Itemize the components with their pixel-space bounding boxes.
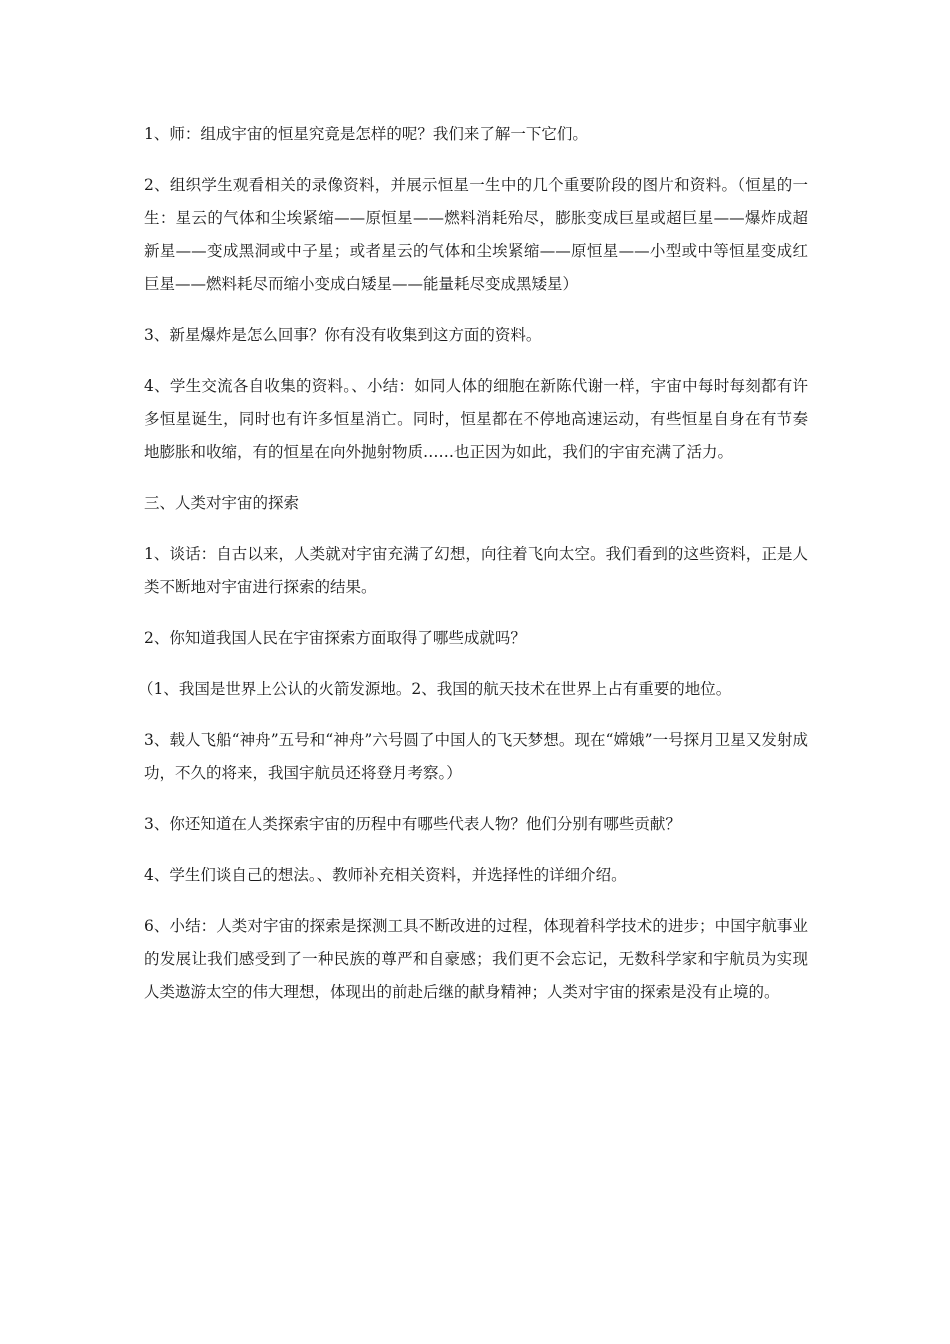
paragraph-rocket-origin: （1、我国是世界上公认的火箭发源地。2、我国的航天技术在世界上占有重要的地位。 — [138, 680, 732, 698]
paragraph-shenzhou: 3、载人飞船“神舟”五号和“神舟”六号圆了中国人的飞天梦想。现在“嫦娥”一号探月卫星又发射成功，不久的将来，我国宇航员还将登月考察。） — [144, 731, 808, 782]
paragraph-student-ideas: 4、学生们谈自己的想法。、教师补充相关资料，并选择性的详细介绍。 — [144, 866, 627, 884]
paragraph-talk: 1、谈话：自古以来，人类就对宇宙充满了幻想，向往着飞向太空。我们看到的这些资料，正是人类不断地对宇宙进行探索的结果。 — [144, 545, 808, 596]
paragraph-star-intro: 1、师：组成宇宙的恒星究竟是怎样的呢？我们来了解一下它们。 — [144, 125, 588, 143]
paragraph-star-lifecycle: 2、组织学生观看相关的录像资料，并展示恒星一生中的几个重要阶段的图片和资料。（恒星的一生：星云的气体和尘埃紧缩——原恒星——燃料消耗殆尽，膨胀变成巨星或超巨星——爆炸成超新星——变成黑洞或中子星；或者星云的气体和尘埃紧缩——原恒星——小型或中等恒星变成红巨星——燃料耗尽而缩小变成白矮星——能量耗尽变成黑矮星） — [144, 176, 808, 293]
paragraph-achievements-question: 2、你知道我国人民在宇宙探索方面取得了哪些成就吗？ — [144, 629, 526, 647]
paragraph-summary-stars: 4、学生交流各自收集的资料。、小结：如同人体的细胞在新陈代谢一样，宇宙中每时每刻都有许多恒星诞生，同时也有许多恒星消亡。同时，恒星都在不停地高速运动，有些恒星自身在有节奏地膨胀和收缩，有的恒星在向外抛射物质……也正因为如此，我们的宇宙充满了活力。 — [144, 377, 808, 461]
paragraph-final-summary: 6、小结：人类对宇宙的探索是探测工具不断改进的过程，体现着科学技术的进步；中国宇航事业的发展让我们感受到了一种民族的尊严和自豪感；我们更不会忘记，无数科学家和宇航员为实现人类遨游太空的伟大理想，体现出的前赴后继的献身精神；人类对宇宙的探索是没有止境的。 — [144, 917, 808, 1001]
paragraph-nova-question: 3、新星爆炸是怎么回事？你有没有收集到这方面的资料。 — [144, 326, 542, 344]
section-heading-exploration: 三、人类对宇宙的探索 — [144, 494, 300, 512]
document-page — [138, 118, 808, 1027]
paragraph-figures-question: 3、你还知道在人类探索宇宙的历程中有哪些代表人物？他们分别有哪些贡献？ — [144, 815, 681, 833]
